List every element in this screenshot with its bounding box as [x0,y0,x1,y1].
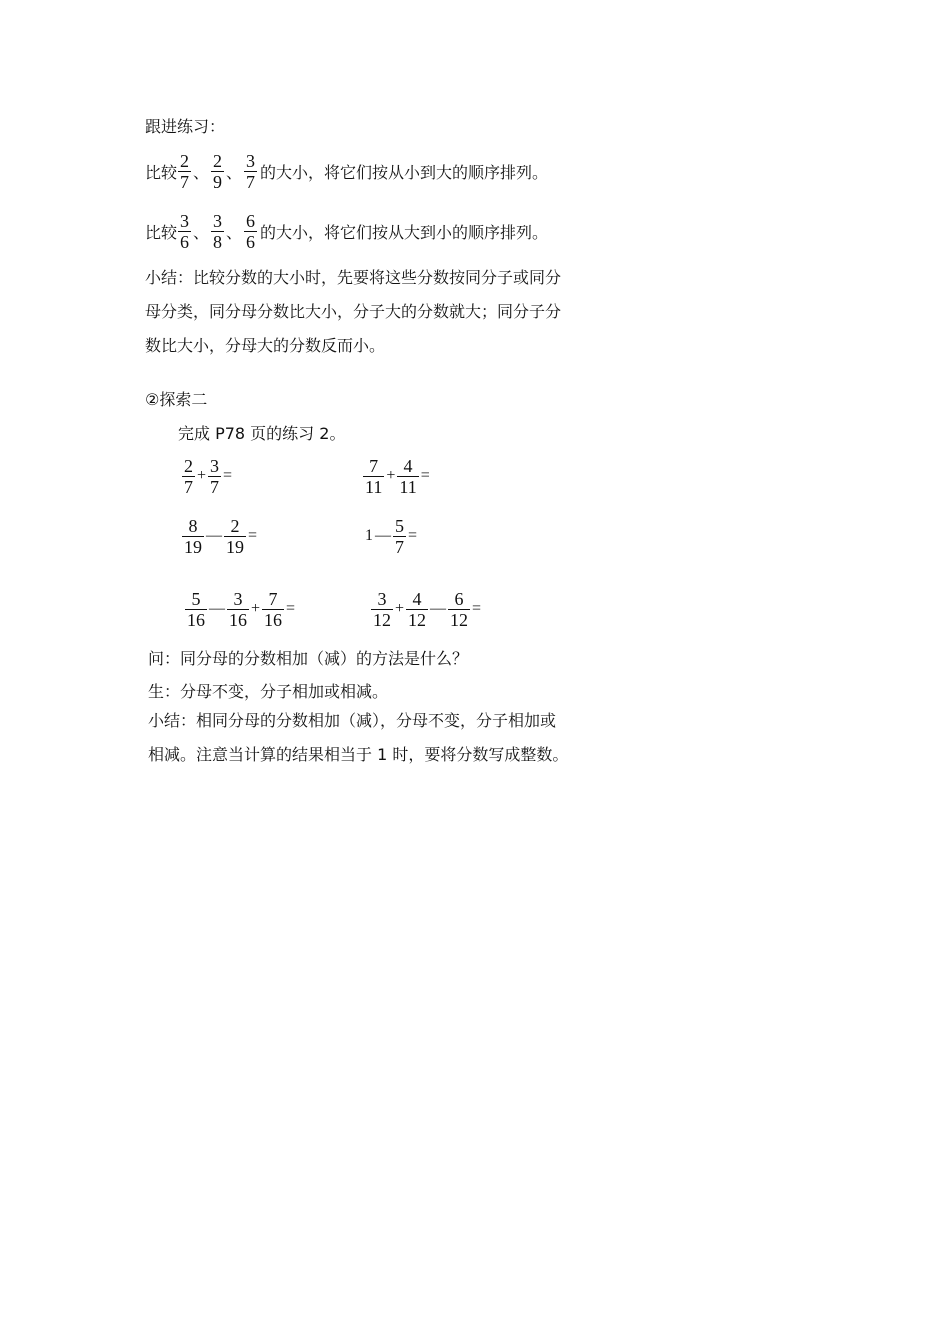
equals-sign: = [286,600,296,617]
equals-sign: = [420,467,430,484]
exercise-5 [184,584,296,634]
summary-2: 小结：相同分母的分数相加（减），分母不变，分子相加或相减。注意当计算的结果相当于 1 时，要将分数写成整数。 [148,711,569,764]
compare-prefix: 比较 [145,222,178,242]
denominator: 6 [180,231,190,252]
numerator: 7 [369,455,379,476]
operator: + [251,600,261,617]
operator: — [206,527,222,544]
denominator: 6 [246,231,256,252]
operator: — [430,600,447,617]
compare-line-1 [145,146,548,196]
denominator: 7 [180,171,190,192]
fraction [211,151,224,192]
operator: + [395,600,405,617]
fraction [397,456,418,497]
operator: + [197,467,207,484]
fraction [393,516,406,557]
fraction [406,589,428,630]
numerator: 5 [395,515,404,536]
fraction [262,589,284,630]
compare-prefix: 比较 [145,162,178,182]
denominator: 16 [264,609,283,630]
denominator: 7 [246,171,256,192]
numerator: 3 [180,210,190,231]
question: 问：同分母的分数相加（减）的方法是什么？ [148,649,469,668]
fraction [182,516,204,557]
denominator: 8 [213,231,223,252]
denominator: 19 [226,536,244,557]
separator: 、 [193,162,210,182]
compare-suffix: 的大小，将它们按从小到大的顺序排列。 [260,162,549,182]
fraction [178,211,191,252]
numerator: 2 [230,515,240,536]
numerator: 3 [233,588,243,609]
equals-sign: = [472,600,482,617]
numerator: 2 [213,150,223,171]
numerator: 3 [213,210,223,231]
compare-suffix: 的大小，将它们按从大到小的顺序排列。 [260,222,549,242]
exercise-1 [181,451,233,501]
numerator: 4 [403,455,413,476]
operator: — [209,600,225,617]
numerator: 3 [377,588,387,609]
denominator: 12 [408,609,427,630]
denominator: 12 [373,609,391,630]
fraction [244,211,257,252]
operator: — [375,527,391,544]
exercise-instruction: 完成 P78 页的练习 2。 [178,424,346,443]
equals-sign: = [223,467,233,484]
separator: 、 [226,162,243,182]
numerator: 2 [184,455,193,476]
summary-1: 小结：比较分数的大小时，先要将这些分数按同分子或同分母分类，同分母分数比大小，分子大的分数就大；同分子分数比大小，分母大的分数反而小。 [145,268,562,355]
fraction [208,456,221,497]
exercise-2 [362,451,431,501]
equals-sign: = [408,527,418,544]
numerator: 6 [454,588,464,609]
practice-heading: 跟进练习： [145,117,226,136]
denominator: 11 [399,476,417,497]
denominator: 16 [187,609,205,630]
numerator: 4 [412,588,422,609]
exercise-6 [370,584,482,634]
separator: 、 [226,222,243,242]
fraction [182,456,195,497]
denominator: 7 [184,476,193,497]
numerator: 7 [268,588,278,609]
fraction [244,151,257,192]
denominator: 19 [184,536,202,557]
numerator: 3 [210,455,220,476]
fraction [371,589,393,630]
numerator: 5 [191,588,201,609]
fraction [448,589,470,630]
operator: + [386,467,396,484]
explore-2-title: ②探索二 [145,390,208,409]
denominator: 12 [450,609,469,630]
fraction [178,151,191,192]
numerator: 2 [180,150,190,171]
numerator: 3 [246,150,256,171]
fraction [227,589,249,630]
denominator: 16 [229,609,247,630]
separator: 、 [193,222,210,242]
exercise-3 [181,511,258,561]
whole-number: 1 [365,527,373,544]
exercise-4 [364,511,418,561]
denominator: 7 [395,536,404,557]
compare-line-2 [145,206,548,256]
fraction [185,589,207,630]
fraction [363,456,384,497]
denominator: 11 [365,476,383,497]
fraction [224,516,246,557]
equals-sign: = [248,527,258,544]
student-answer: 生：分母不变，分子相加或相减。 [148,682,389,701]
denominator: 9 [213,171,223,192]
fraction [211,211,224,252]
numerator: 6 [246,210,256,231]
denominator: 7 [210,476,220,497]
numerator: 8 [188,515,198,536]
